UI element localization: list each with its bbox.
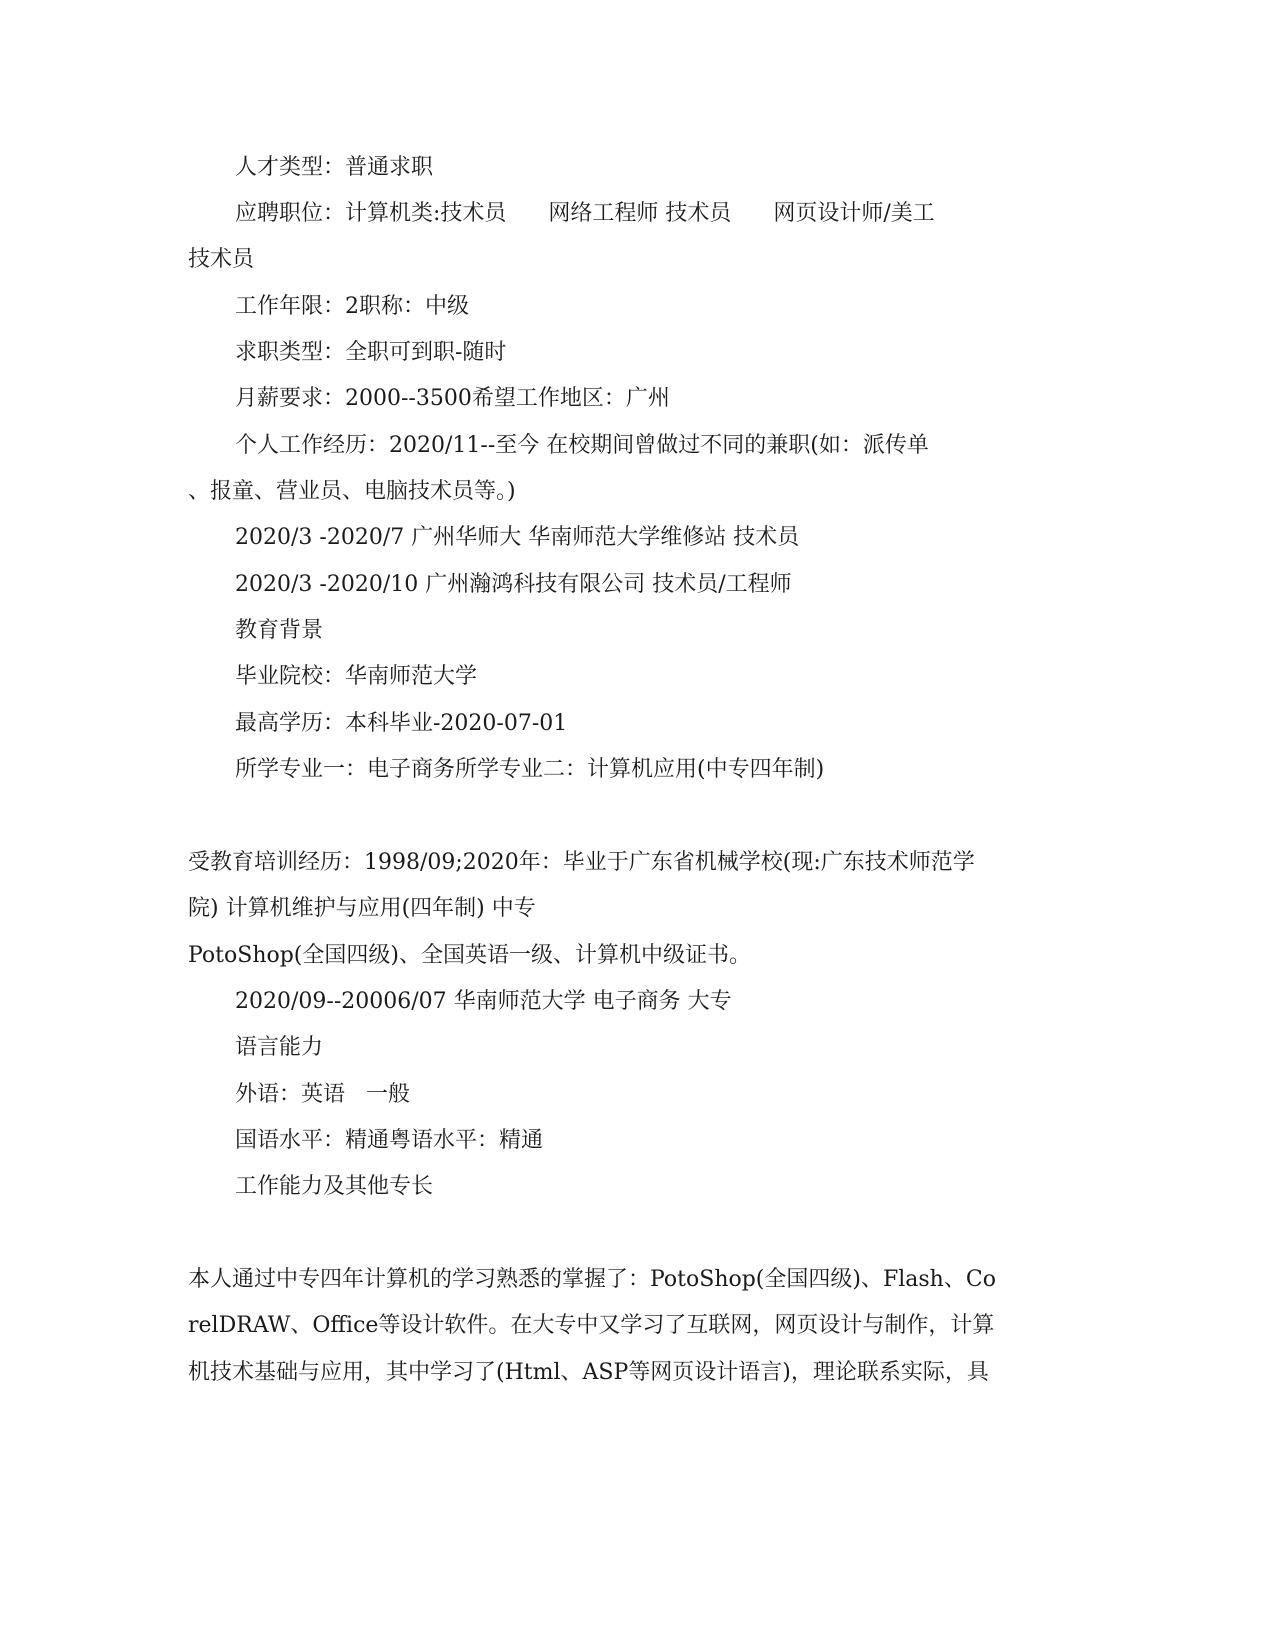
training-continuation: 院) 计算机维护与应用(四年制) 中专 (188, 896, 536, 921)
job-type-line: 求职类型：全职可到职-随时 (235, 340, 507, 365)
talent-type-line: 人才类型：普通求职 (235, 155, 434, 180)
degree-line: 最高学历：本科毕业-2020-07-01 (235, 711, 568, 736)
work-years-line: 工作年限：2职称：中级 (235, 294, 469, 319)
language-heading: 语言能力 (235, 1035, 324, 1060)
work-experience-line: 个人工作经历：2020/11--至今 在校期间曾做过不同的兼职(如：派传单 (235, 433, 929, 458)
salary-line: 月薪要求：2000--3500希望工作地区：广州 (235, 386, 670, 411)
work-entry-1: 2020/3 -2020/7 广州华师大 华南师范大学维修站 技术员 (235, 525, 800, 550)
education-heading: 教育背景 (235, 618, 324, 643)
school-line: 毕业院校：华南师范大学 (235, 664, 478, 689)
work-entry-2: 2020/3 -2020/10 广州瀚鸿科技有限公司 技术员/工程师 (235, 572, 792, 597)
major-line: 所学专业一：电子商务所学专业二：计算机应用(中专四年制) (235, 757, 825, 782)
education-entry: 2020/09--20006/07 华南师范大学 电子商务 大专 (235, 989, 732, 1014)
skills-heading: 工作能力及其他专长 (235, 1174, 434, 1199)
foreign-language-line: 外语：英语 一般 (235, 1082, 410, 1107)
certificates-line: PotoShop(全国四级)、全国英语一级、计算机中级证书。 (188, 943, 751, 968)
skills-paragraph-line-2: relDRAW、Office等设计软件。在大专中又学习了互联网，网页设计与制作，计算 (188, 1313, 995, 1338)
applied-position-line: 应聘职位：计算机类:技术员 网络工程师 技术员 网页设计师/美工 (235, 201, 935, 226)
skills-paragraph-line-1: 本人通过中专四年计算机的学习熟悉的掌握了：PotoShop(全国四级)、Flash、Co (188, 1267, 996, 1292)
applied-position-continuation: 技术员 (188, 247, 255, 272)
training-line: 受教育培训经历：1998/09;2020年：毕业于广东省机械学校(现:广东技术师范学 (188, 850, 975, 875)
mandarin-cantonese-line: 国语水平：精通粤语水平：精通 (235, 1128, 544, 1153)
work-experience-continuation: 、报童、营业员、电脑技术员等。) (188, 479, 516, 504)
skills-paragraph-line-3: 机技术基础与应用，其中学习了(Html、ASP等网页设计语言)，理论联系实际，具 (188, 1360, 989, 1385)
